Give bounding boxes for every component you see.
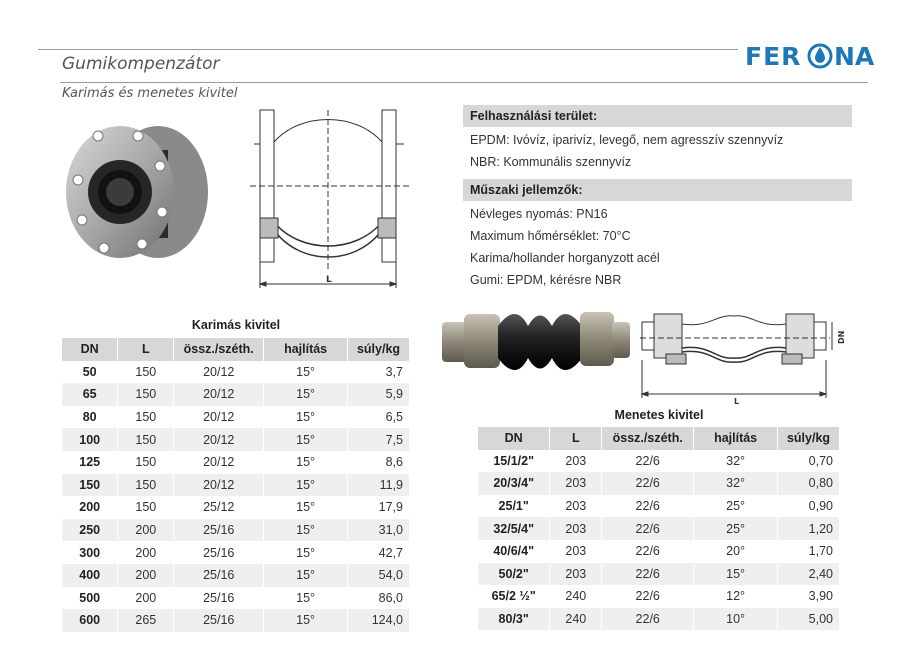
table-cell: 65 xyxy=(62,383,118,406)
table-cell: 150 xyxy=(118,361,174,384)
flange-length-label: L xyxy=(326,275,332,285)
table-cell: 250 xyxy=(62,519,118,542)
table-cell: 203 xyxy=(550,540,602,563)
table-cell: 22/6 xyxy=(602,495,694,518)
table-cell: 65/2 ½" xyxy=(478,585,550,608)
table-cell: 54,0 xyxy=(348,564,410,587)
table-cell: 150 xyxy=(118,383,174,406)
table-cell: 150 xyxy=(118,406,174,429)
table-cell: 22/6 xyxy=(602,472,694,495)
column-header: L xyxy=(550,427,602,450)
table-cell: 32° xyxy=(694,472,778,495)
table-cell: 80/3" xyxy=(478,608,550,631)
table-row xyxy=(478,472,840,495)
table-cell: 8,6 xyxy=(348,451,410,474)
table-cell: 300 xyxy=(62,541,118,564)
table-cell: 200 xyxy=(118,519,174,542)
table-cell: 3,7 xyxy=(348,361,410,384)
table-cell: 20/12 xyxy=(174,383,264,406)
table-cell: 20/12 xyxy=(174,406,264,429)
table-cell: 20/12 xyxy=(174,451,264,474)
table-cell: 50/2" xyxy=(478,563,550,586)
table-cell: 22/6 xyxy=(602,517,694,540)
table-row xyxy=(478,450,840,473)
table-cell: 32° xyxy=(694,450,778,473)
table-cell: 500 xyxy=(62,587,118,610)
table-cell: 203 xyxy=(550,563,602,586)
table-cell: 15° xyxy=(264,406,348,429)
svg-text:NA: NA xyxy=(834,42,875,71)
table-cell: 86,0 xyxy=(348,587,410,610)
title-rule xyxy=(60,82,868,83)
table-cell: 15° xyxy=(264,564,348,587)
column-header: hajlítás xyxy=(264,338,348,361)
table-cell: 2,40 xyxy=(778,563,840,586)
top-rule xyxy=(38,49,738,50)
table-row xyxy=(62,428,410,451)
table-row xyxy=(478,517,840,540)
table-cell: 125 xyxy=(62,451,118,474)
table-cell: 20/12 xyxy=(174,428,264,451)
column-header: hajlítás xyxy=(694,427,778,450)
column-header: súly/kg xyxy=(348,338,410,361)
flange-table-caption: Karimás kivitel xyxy=(191,318,281,332)
table-cell: 5,00 xyxy=(778,608,840,631)
table-cell: 15° xyxy=(264,609,348,632)
flange-compensator-photo xyxy=(58,120,210,262)
table-row xyxy=(62,406,410,429)
table-cell: 7,5 xyxy=(348,428,410,451)
table-row xyxy=(478,585,840,608)
table-cell: 15° xyxy=(264,361,348,384)
table-cell: 22/6 xyxy=(602,563,694,586)
table-cell: 15° xyxy=(694,563,778,586)
table-cell: 200 xyxy=(62,496,118,519)
table-cell: 203 xyxy=(550,472,602,495)
table-cell: 15° xyxy=(264,383,348,406)
table-cell: 203 xyxy=(550,495,602,518)
table-cell: 10° xyxy=(694,608,778,631)
tech-flange-material: Karima/hollander horganyzott acél xyxy=(470,251,660,265)
table-row xyxy=(62,383,410,406)
flange-technical-drawing xyxy=(250,106,410,290)
table-cell: 15° xyxy=(264,496,348,519)
table-cell: 17,9 xyxy=(348,496,410,519)
table-cell: 25/12 xyxy=(174,496,264,519)
column-header: DN xyxy=(478,427,550,450)
column-header: súly/kg xyxy=(778,427,840,450)
table-cell: 240 xyxy=(550,608,602,631)
column-header: össz./széth. xyxy=(602,427,694,450)
table-cell: 25/16 xyxy=(174,541,264,564)
table-cell: 400 xyxy=(62,564,118,587)
table-cell: 5,9 xyxy=(348,383,410,406)
column-header: DN xyxy=(62,338,118,361)
table-cell: 11,9 xyxy=(348,474,410,497)
table-cell: 25/16 xyxy=(174,519,264,542)
table-cell: 600 xyxy=(62,609,118,632)
table-cell: 0,90 xyxy=(778,495,840,518)
table-cell: 203 xyxy=(550,517,602,540)
table-cell: 0,70 xyxy=(778,450,840,473)
table-cell: 203 xyxy=(550,450,602,473)
table-cell: 1,20 xyxy=(778,517,840,540)
threaded-technical-drawing xyxy=(640,300,852,408)
table-cell: 40/6/4" xyxy=(478,540,550,563)
table-cell: 25/16 xyxy=(174,564,264,587)
table-cell: 20/3/4" xyxy=(478,472,550,495)
table-row xyxy=(62,519,410,542)
table-cell: 15° xyxy=(264,428,348,451)
table-cell: 32/5/4" xyxy=(478,517,550,540)
thread-table-caption: Menetes kivitel xyxy=(614,408,704,422)
table-row xyxy=(62,474,410,497)
table-cell: 15° xyxy=(264,541,348,564)
table-row xyxy=(478,495,840,518)
table-cell: 15° xyxy=(264,474,348,497)
tech-pressure: Névleges nyomás: PN16 xyxy=(470,207,608,221)
table-cell: 25/1" xyxy=(478,495,550,518)
page-title: Gumikompenzátor xyxy=(62,54,220,74)
table-cell: 12° xyxy=(694,585,778,608)
table-cell: 3,90 xyxy=(778,585,840,608)
column-header: össz./széth. xyxy=(174,338,264,361)
table-cell: 0,80 xyxy=(778,472,840,495)
table-cell: 15° xyxy=(264,519,348,542)
flange-table xyxy=(62,338,410,632)
table-cell: 15/1/2" xyxy=(478,450,550,473)
column-header: L xyxy=(118,338,174,361)
table-row xyxy=(478,608,840,631)
table-row xyxy=(62,609,410,632)
table-cell: 200 xyxy=(118,541,174,564)
table-cell: 20/12 xyxy=(174,361,264,384)
thread-dn-label: DN xyxy=(837,330,846,344)
table-cell: 80 xyxy=(62,406,118,429)
threaded-compensator-photo xyxy=(436,300,632,380)
usage-nbr: NBR: Kommunális szennyvíz xyxy=(470,155,632,169)
table-cell: 22/6 xyxy=(602,585,694,608)
table-cell: 15° xyxy=(264,451,348,474)
table-cell: 22/6 xyxy=(602,450,694,473)
table-cell: 150 xyxy=(62,474,118,497)
usage-heading: Felhasználási terület: xyxy=(463,105,852,127)
page-subtitle: Karimás és menetes kivitel xyxy=(62,86,238,101)
table-cell: 31,0 xyxy=(348,519,410,542)
table-row xyxy=(62,496,410,519)
table-cell: 200 xyxy=(118,587,174,610)
table-row xyxy=(62,451,410,474)
table-cell: 150 xyxy=(118,474,174,497)
table-cell: 240 xyxy=(550,585,602,608)
thread-length-label: L xyxy=(734,397,740,406)
table-cell: 1,70 xyxy=(778,540,840,563)
table-cell: 25° xyxy=(694,495,778,518)
tech-rubber: Gumi: EPDM, kérésre NBR xyxy=(470,273,622,287)
table-cell: 20/12 xyxy=(174,474,264,497)
table-cell: 25/16 xyxy=(174,587,264,610)
table-row xyxy=(62,564,410,587)
tech-temperature: Maximum hőmérséklet: 70°C xyxy=(470,229,631,243)
table-cell: 42,7 xyxy=(348,541,410,564)
table-cell: 6,5 xyxy=(348,406,410,429)
table-cell: 150 xyxy=(118,428,174,451)
table-row xyxy=(478,540,840,563)
table-row xyxy=(62,361,410,384)
table-cell: 25/16 xyxy=(174,609,264,632)
table-cell: 50 xyxy=(62,361,118,384)
table-cell: 22/6 xyxy=(602,540,694,563)
table-cell: 150 xyxy=(118,451,174,474)
table-cell: 25° xyxy=(694,517,778,540)
usage-epdm: EPDM: Ivóvíz, iparivíz, levegő, nem agresszív szennyvíz xyxy=(470,133,784,147)
thread-table xyxy=(478,427,840,630)
svg-text:FER: FER xyxy=(745,42,802,71)
table-row xyxy=(478,563,840,586)
table-row xyxy=(62,587,410,610)
ferona-logo xyxy=(745,38,875,72)
table-cell: 22/6 xyxy=(602,608,694,631)
tech-heading: Műszaki jellemzők: xyxy=(463,179,852,201)
table-cell: 15° xyxy=(264,587,348,610)
table-cell: 200 xyxy=(118,564,174,587)
table-cell: 150 xyxy=(118,496,174,519)
table-cell: 124,0 xyxy=(348,609,410,632)
table-cell: 265 xyxy=(118,609,174,632)
table-cell: 100 xyxy=(62,428,118,451)
table-row xyxy=(62,541,410,564)
table-cell: 20° xyxy=(694,540,778,563)
